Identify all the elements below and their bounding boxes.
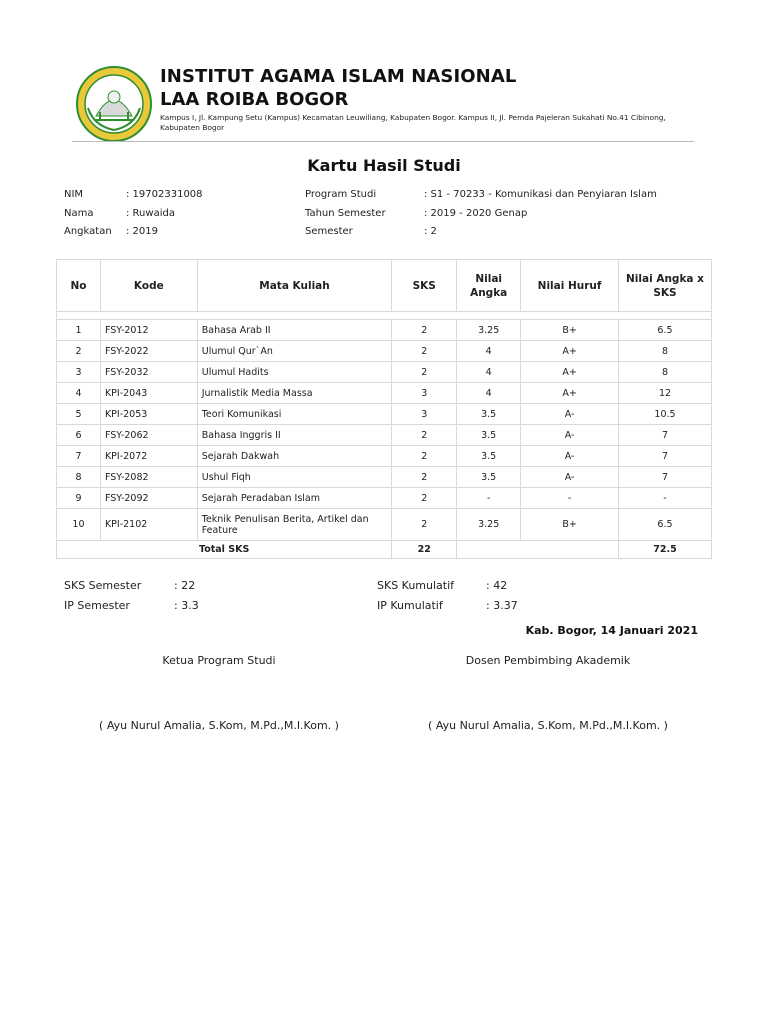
header-no: No	[57, 260, 101, 312]
cell-mata-kuliah: Ulumul Hadits	[197, 362, 392, 383]
table-row	[57, 320, 712, 341]
table-row	[57, 341, 712, 362]
cell-sks: 2	[392, 425, 457, 446]
cell-nilai-x-sks: -	[618, 488, 711, 509]
cell-sks: 2	[392, 509, 457, 541]
cell-mata-kuliah: Bahasa Inggris II	[197, 425, 392, 446]
cell-sks: 2	[392, 341, 457, 362]
table-row	[57, 509, 712, 541]
cell-nilai-huruf: A-	[521, 446, 619, 467]
cell-nilai-angka: 4	[457, 362, 521, 383]
header-kode: Kode	[100, 260, 197, 312]
cell-no: 7	[57, 446, 101, 467]
cell-kode: FSY-2032	[100, 362, 197, 383]
tahun-semester-label: Tahun Semester	[305, 208, 386, 219]
table-row	[57, 446, 712, 467]
cell-nilai-angka: 3.5	[457, 425, 521, 446]
table-row	[57, 488, 712, 509]
cell-nilai-angka: 4	[457, 341, 521, 362]
cell-nilai-x-sks: 6.5	[618, 320, 711, 341]
sks-semester-value: : 22	[174, 579, 196, 592]
cell-kode: FSY-2062	[100, 425, 197, 446]
header-nilai-angka-text: Nilai Angka	[470, 272, 508, 299]
total-nilai: 72.5	[618, 541, 711, 559]
cell-nilai-angka: 3.5	[457, 467, 521, 488]
cell-kode: KPI-2072	[100, 446, 197, 467]
cell-mata-kuliah: Teknik Penulisan Berita, Artikel dan Feature	[197, 509, 392, 541]
tahun-semester-value: : 2019 - 2020 Genap	[424, 208, 528, 219]
cell-nilai-x-sks: 7	[618, 467, 711, 488]
total-empty-cell	[457, 541, 619, 559]
cell-no: 6	[57, 425, 101, 446]
cell-mata-kuliah: Teori Komunikasi	[197, 404, 392, 425]
institution-name-line2: LAA ROIBA BOGOR	[160, 89, 349, 110]
total-row	[57, 541, 712, 559]
prodi-value: : S1 - 70233 - Komunikasi dan Penyiaran Islam	[424, 189, 657, 200]
nim-value: : 19702331008	[126, 189, 203, 200]
nama-value: : Ruwaida	[126, 208, 175, 219]
nama-label: Nama	[64, 208, 94, 219]
cell-nilai-angka: 3.25	[457, 509, 521, 541]
cell-mata-kuliah: Sejarah Peradaban Islam	[197, 488, 392, 509]
cell-mata-kuliah: Ushul Fiqh	[197, 467, 392, 488]
header-nilai-x-sks	[618, 260, 711, 312]
institution-logo	[74, 64, 154, 144]
cell-no: 3	[57, 362, 101, 383]
cell-sks: 3	[392, 383, 457, 404]
cell-no: 4	[57, 383, 101, 404]
cell-kode: FSY-2082	[100, 467, 197, 488]
table-spacer-row	[57, 312, 712, 320]
table-row	[57, 467, 712, 488]
semester-value: : 2	[424, 226, 437, 237]
cell-nilai-x-sks: 8	[618, 362, 711, 383]
cell-sks: 2	[392, 446, 457, 467]
left-signatory-role: Ketua Program Studi	[162, 654, 276, 667]
cell-no: 2	[57, 341, 101, 362]
cell-nilai-huruf: A-	[521, 467, 619, 488]
cell-sks: 2	[392, 362, 457, 383]
header-sks: SKS	[392, 260, 457, 312]
cell-nilai-x-sks: 8	[618, 341, 711, 362]
right-signatory-name: ( Ayu Nurul Amalia, S.Kom, M.Pd.,M.I.Kom. )	[428, 719, 668, 732]
ip-kumulatif-value: : 3.37	[486, 599, 518, 612]
cell-nilai-huruf: A-	[521, 404, 619, 425]
document-title: Kartu Hasil Studi	[307, 156, 461, 175]
cell-nilai-x-sks: 12	[618, 383, 711, 404]
cell-mata-kuliah: Bahasa Arab II	[197, 320, 392, 341]
cell-sks: 2	[392, 488, 457, 509]
cell-sks: 2	[392, 467, 457, 488]
cell-nilai-huruf: A+	[521, 383, 619, 404]
cell-nilai-huruf: -	[521, 488, 619, 509]
cell-mata-kuliah: Ulumul Qur`An	[197, 341, 392, 362]
cell-kode: KPI-2102	[100, 509, 197, 541]
cell-no: 9	[57, 488, 101, 509]
cell-sks: 3	[392, 404, 457, 425]
header-divider	[72, 141, 694, 142]
cell-nilai-huruf: B+	[521, 509, 619, 541]
institution-name-line1: INSTITUT AGAMA ISLAM NASIONAL	[160, 66, 517, 87]
cell-nilai-huruf: A+	[521, 341, 619, 362]
cell-nilai-huruf: A-	[521, 425, 619, 446]
sks-kumulatif-value: : 42	[486, 579, 508, 592]
header-nilai-huruf: Nilai Huruf	[521, 260, 619, 312]
cell-nilai-angka: 3.5	[457, 446, 521, 467]
total-sks: 22	[392, 541, 457, 559]
cell-sks: 2	[392, 320, 457, 341]
cell-nilai-huruf: A+	[521, 362, 619, 383]
header-nilai-x-sks-text: Nilai Angka x SKS	[626, 272, 704, 299]
table-row	[57, 383, 712, 404]
cell-kode: KPI-2043	[100, 383, 197, 404]
table-row	[57, 404, 712, 425]
cell-kode: FSY-2022	[100, 341, 197, 362]
grades-table	[56, 259, 712, 559]
table-header-row	[57, 260, 712, 312]
cell-nilai-x-sks: 6.5	[618, 509, 711, 541]
cell-mata-kuliah: Sejarah Dakwah	[197, 446, 392, 467]
cell-kode: FSY-2092	[100, 488, 197, 509]
cell-nilai-x-sks: 10.5	[618, 404, 711, 425]
cell-no: 8	[57, 467, 101, 488]
table-row	[57, 362, 712, 383]
sks-semester-label: SKS Semester	[64, 579, 142, 592]
cell-no: 10	[57, 509, 101, 541]
cell-nilai-angka: 3.5	[457, 404, 521, 425]
left-signatory-name: ( Ayu Nurul Amalia, S.Kom, M.Pd.,M.I.Kom. )	[99, 719, 339, 732]
ip-semester-label: IP Semester	[64, 599, 130, 612]
cell-nilai-angka: 3.25	[457, 320, 521, 341]
cell-nilai-x-sks: 7	[618, 446, 711, 467]
cell-mata-kuliah: Jurnalistik Media Massa	[197, 383, 392, 404]
institution-address: Kampus I, Jl. Kampung Setu (Kampus) Kecamatan Leuwiliang, Kabupaten Bogor. Kampus II, Jl. Pemda Pajeleran Sukahati No.41 Cibinong, Kabupaten Bogor	[160, 113, 666, 132]
table-row	[57, 425, 712, 446]
cell-nilai-x-sks: 7	[618, 425, 711, 446]
ip-kumulatif-label: IP Kumulatif	[377, 599, 443, 612]
cell-nilai-angka: -	[457, 488, 521, 509]
right-signatory-role: Dosen Pembimbing Akademik	[465, 654, 631, 667]
prodi-label: Program Studi	[305, 189, 377, 200]
place-date: Kab. Bogor, 14 Januari 2021	[525, 624, 698, 637]
semester-label: Semester	[305, 226, 353, 237]
cell-nilai-angka: 4	[457, 383, 521, 404]
header-mata-kuliah: Mata Kuliah	[197, 260, 392, 312]
nim-label: NIM	[64, 189, 84, 200]
cell-kode: FSY-2012	[100, 320, 197, 341]
cell-no: 5	[57, 404, 101, 425]
spacer-cell	[57, 312, 712, 320]
ip-semester-value: : 3.3	[174, 599, 199, 612]
sks-kumulatif-label: SKS Kumulatif	[377, 579, 455, 592]
cell-no: 1	[57, 320, 101, 341]
cell-kode: KPI-2053	[100, 404, 197, 425]
angkatan-label: Angkatan	[64, 226, 112, 237]
header-nilai-angka	[457, 260, 521, 312]
cell-nilai-huruf: B+	[521, 320, 619, 341]
total-label: Total SKS	[57, 541, 392, 559]
angkatan-value: : 2019	[126, 226, 158, 237]
